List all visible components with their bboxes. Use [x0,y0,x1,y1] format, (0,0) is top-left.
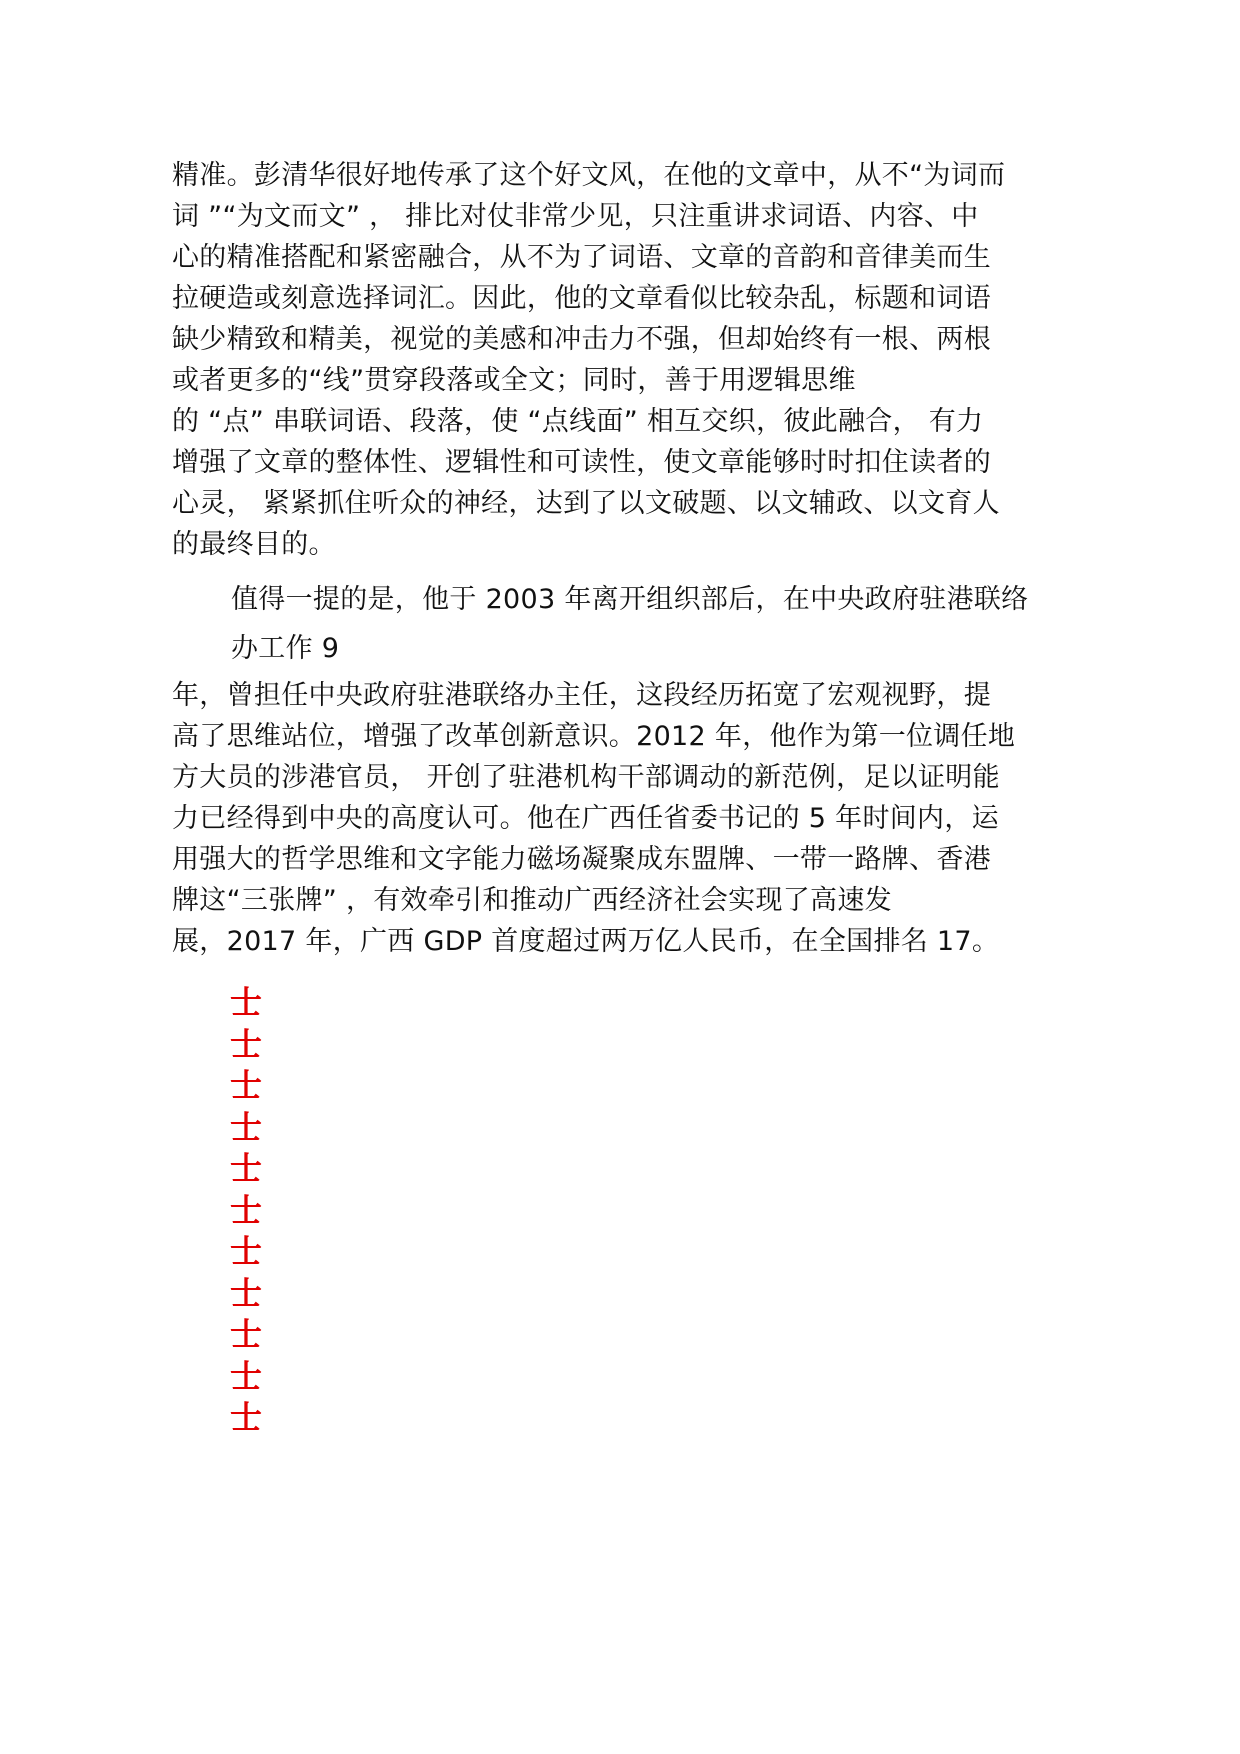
red-mark: 士 [230,1149,263,1187]
red-mark: 士 [230,1107,263,1146]
text-line: 或者更多的“线”贯穿段落或全文；同时，善于用逻辑思维 [172,365,856,396]
red-mark: 士 [230,1315,263,1353]
text-line: 增强了文章的整体性、逻辑性和可读性，使文章能够时时扣住读者的 [172,447,991,478]
red-mark: 士 [230,1190,263,1229]
text-line-indented: 值得一提的是，他于 2003 年离开组织部后，在中央政府驻港联络 [231,584,1029,615]
red-mark: 士 [230,1024,263,1063]
text-line: 缺少精致和精美，视觉的美感和冲击力不强，但却始终有一根、两根 [172,324,991,355]
text-line: 展，2017 年，广西 GDP 首度超过两万亿人民币，在全国排名 17。 [172,926,1000,957]
red-mark: 士 [230,983,263,1021]
text-line: 方大员的涉港官员， 开创了驻港机构干部调动的新范例，足以证明能 [172,762,1000,793]
text-line: 精准。彭清华很好地传承了这个好文风，在他的文章中，从不“为词而 [172,160,1006,191]
text-line: 力已经得到中央的高度认可。他在广西任省委书记的 5 年时间内，运 [172,803,999,834]
text-line: 心的精准搭配和紧密融合，从不为了词语、文章的音韵和音律美而生 [172,242,991,273]
text-line: 高了思维站位，增强了改革创新意识。2012 年，他作为第一位调任地 [172,721,1016,752]
red-mark: 士 [230,1273,263,1312]
text-line: 拉硬造或刻意选择词汇。因此，他的文章看似比较杂乱，标题和词语 [172,283,991,314]
text-line: 的 “点” 串联词语、段落，使 “点线面” 相互交织，彼此融合， 有力 [172,406,984,437]
red-mark: 士 [230,1356,263,1395]
red-mark: 士 [230,1066,263,1104]
red-mark: 士 [230,1232,263,1270]
text-line: 年，曾担任中央政府驻港联络办主任，这段经历拓宽了宏观视野，提 [172,680,991,711]
text-line-indented: 办工作 9 [231,633,340,664]
red-marks-column [230,982,266,1439]
red-mark: 士 [230,1398,263,1436]
text-line: 词 ”“为文而文” ， 排比对仗非常少见，只注重讲求词语、内容、中 [172,201,979,232]
text-line: 牌这“三张牌” ，有效牵引和推动广西经济社会实现了高速发 [172,885,892,916]
text-line: 心灵， 紧紧抓住听众的神经，达到了以文破题、以文辅政、以文育人 [172,488,1000,519]
text-line: 用强大的哲学思维和文字能力磁场凝聚成东盟牌、一带一路牌、香港 [172,844,991,875]
text-line: 的最终目的。 [172,529,336,560]
